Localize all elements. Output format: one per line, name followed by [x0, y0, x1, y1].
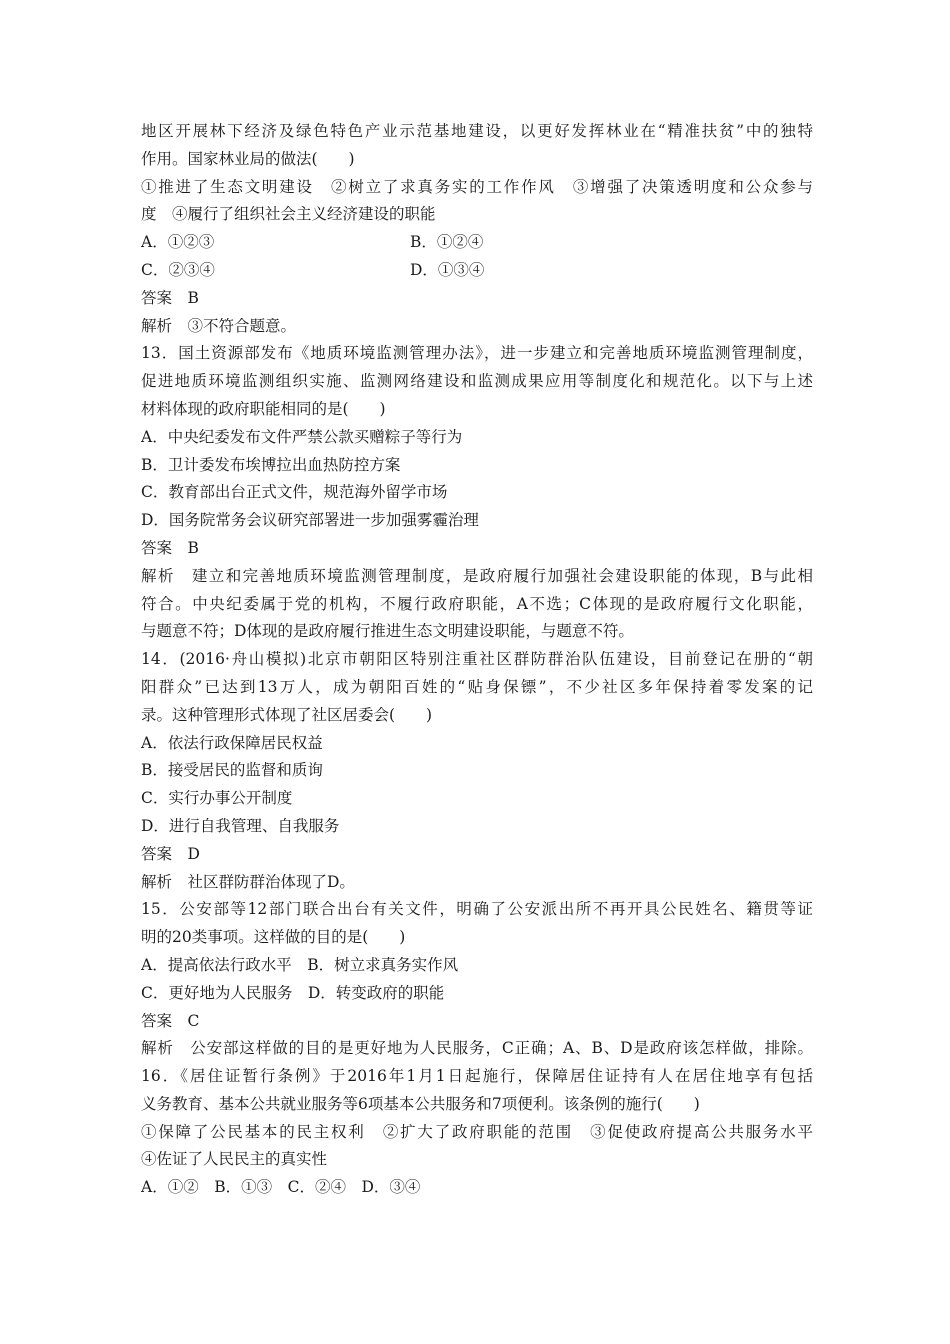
option-a: A．中央纪委发布文件严禁公款买赠粽子等行为	[141, 427, 463, 446]
answer-line: 答案 B	[141, 288, 199, 307]
question-stem-line: 明的20类事项。这样做的目的是( )	[141, 928, 406, 947]
answer-line: 答案 B	[141, 538, 199, 557]
question-stem-line: 录。这种管理形式体现了社区居委会( )	[141, 705, 433, 724]
question-14	[141, 646, 813, 896]
question-stem-line: 义务教育、基本公共就业服务等6项基本公共服务和7项便利。该条例的施行( )	[141, 1094, 700, 1113]
analysis-line: 解析 建立和完善地质环境监测管理制度，是政府履行加强社会建设职能的体现，B与此相	[141, 566, 813, 585]
question-16	[141, 1063, 813, 1202]
question-stem-line: 15．公安部等12部门联合出台有关文件，明确了公安派出所不再开具公民姓名、籍贯等证	[141, 900, 813, 919]
document-page	[141, 118, 813, 1202]
question-stem-line: 促进地质环境监测组织实施、监测网络建设和监测成果应用等制度化和规范化。以下与上述	[141, 372, 813, 391]
statement-line: 度 ④履行了组织社会主义经济建设的职能	[141, 205, 436, 224]
option-d: D．国务院常务会议研究部署进一步加强雾霾治理	[141, 511, 479, 530]
option-row: A．提高依法行政水平 B．树立求真务实作风	[141, 955, 459, 974]
question-stem-line: 16．《居住证暂行条例》于2016年1月1日起施行，保障居住证持有人在居住地享有包括	[141, 1067, 813, 1086]
option-row	[141, 229, 813, 257]
analysis-line: 符合。中央纪委属于党的机构，不履行政府职能，A不选；C体现的是政府履行文化职能，	[141, 594, 813, 613]
option-b: B．接受居民的监督和质询	[141, 761, 323, 780]
question-stem-line: 材料体现的政府职能相同的是( )	[141, 399, 386, 418]
option-c: C．教育部出台正式文件，规范海外留学市场	[141, 483, 448, 502]
option-a: A．依法行政保障居民权益	[141, 733, 323, 752]
question-12	[141, 118, 813, 340]
option-c: C．实行办事公开制度	[141, 789, 293, 808]
option-row: C．更好地为人民服务 D．转变政府的职能	[141, 983, 445, 1002]
analysis-line: 解析 公安部这样做的目的是更好地为人民服务，C正确；A、B、D是政府该怎样做，排除。	[141, 1039, 813, 1058]
statement-line: ④佐证了人民民主的真实性	[141, 1150, 328, 1169]
option-b: B．卫计委发布埃博拉出血热防控方案	[141, 455, 401, 474]
question-stem-line: 13．国土资源部发布《地质环境监测管理办法》，进一步建立和完善地质环境监测管理制度，	[141, 344, 813, 363]
answer-line: 答案 D	[141, 844, 200, 863]
analysis-line: 解析 ③不符合题意。	[141, 316, 297, 335]
statement-line: ①推进了生态文明建设 ②树立了求真务实的工作作风 ③增强了决策透明度和公众参与	[141, 177, 813, 196]
option-b: B．①②④	[410, 233, 484, 252]
option-c: C．②③④	[141, 260, 215, 279]
option-d: D．进行自我管理、自我服务	[141, 816, 340, 835]
analysis-line: 解析 社区群防群治体现了D。	[141, 872, 355, 891]
option-a: A．①②③	[141, 233, 215, 252]
question-15	[141, 896, 813, 1063]
question-13	[141, 340, 813, 646]
option-d: D．①③④	[410, 260, 485, 279]
answer-line: 答案 C	[141, 1011, 200, 1030]
option-row	[141, 257, 813, 285]
analysis-line: 与题意不符；D体现的是政府履行推进生态文明建设职能，与题意不符。	[141, 622, 634, 641]
question-stem-line: 地区开展林下经济及绿色特色产业示范基地建设，以更好发挥林业在“精准扶贫”中的独特	[141, 122, 813, 140]
question-stem-line: 阳群众”已达到13万人，成为朝阳百姓的“贴身保镖”，不少社区多年保持着零发案的记	[141, 677, 813, 696]
option-row: A．①② B．①③ C．②④ D．③④	[141, 1178, 421, 1197]
question-stem-line: 作用。国家林业局的做法( )	[141, 149, 355, 168]
question-stem-line: 14．(2016·舟山模拟)北京市朝阳区特别注重社区群防群治队伍建设，目前登记在册的“朝	[141, 650, 813, 669]
statement-line: ①保障了公民基本的民主权利 ②扩大了政府职能的范围 ③促使政府提高公共服务水平	[141, 1122, 813, 1141]
